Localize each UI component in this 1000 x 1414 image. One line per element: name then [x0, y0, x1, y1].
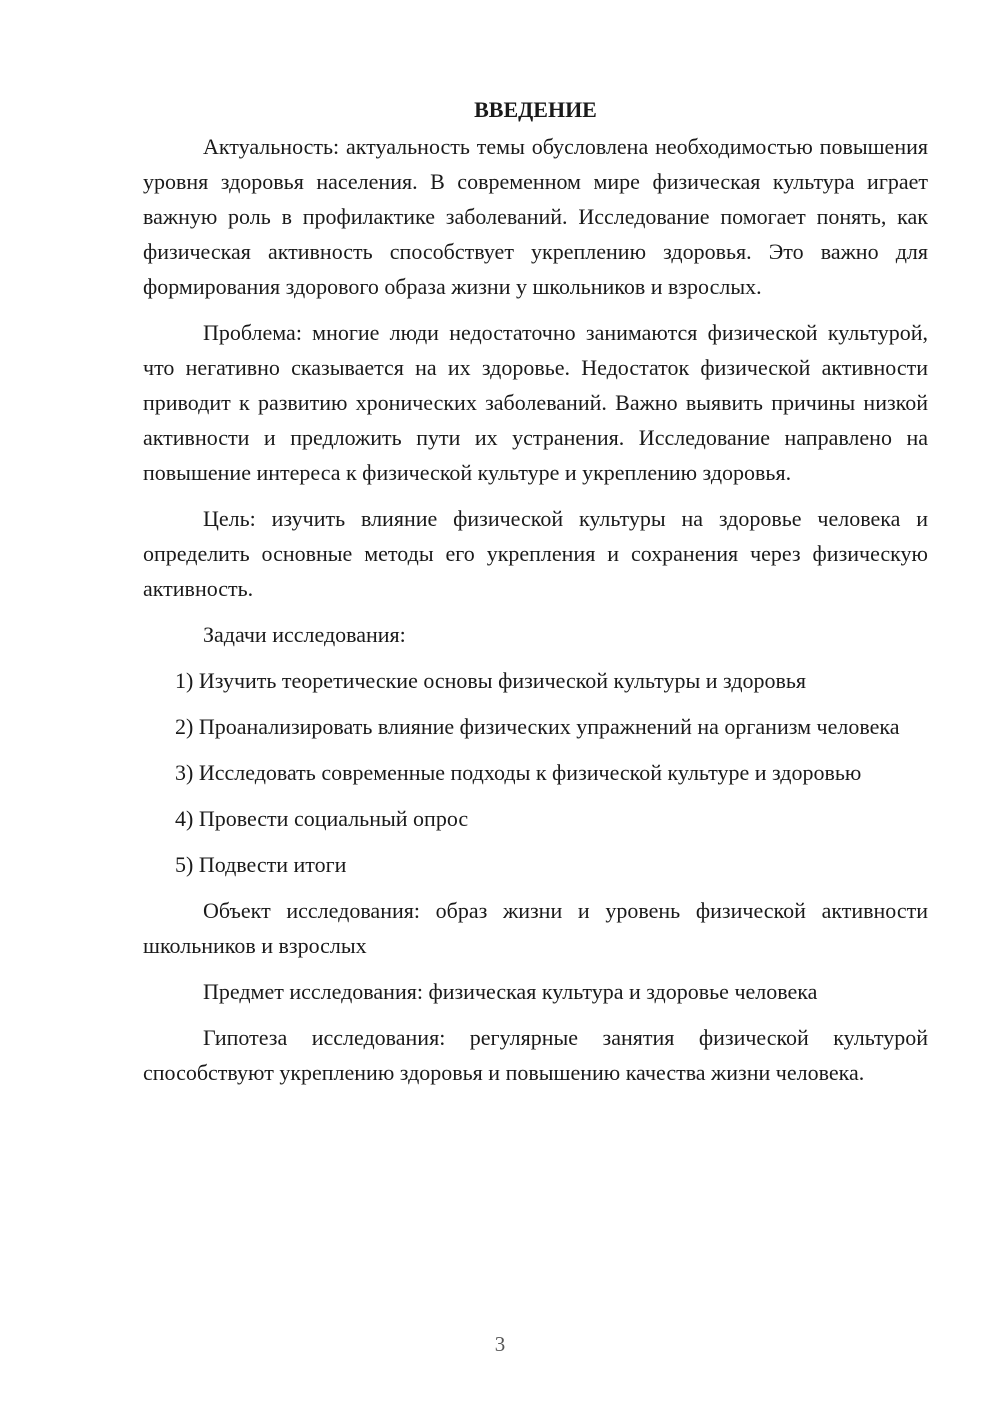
task-item-4: 4) Провести социальный опрос — [175, 806, 469, 831]
task-item-2: 2) Проанализировать влияние физических упражнений на организм человека — [175, 714, 900, 739]
section-title: ВВЕДЕНИЕ — [474, 97, 597, 122]
paragraph-hypothesis: Гипотеза исследования: регулярные занятия физической культурой способствуют укреплению здоровья и повышению качества жизни человека. — [143, 1025, 928, 1085]
paragraph-relevance: Актуальность: актуальность темы обусловлена необходимостью повышения уровня здоровья населения. В современном мире физическая культура играет важную роль в профилактике заболеваний. Исследование помогает понять, как физическая активность способствует укреплению здоровья. Это важно для формирования здорового образа жизни у школьников и взрослых. — [143, 134, 928, 299]
page-number: 3 — [494, 1332, 506, 1356]
task-item-1: 1) Изучить теоретические основы физической культуры и здоровья — [175, 668, 807, 693]
task-item-3: 3) Исследовать современные подходы к физической культуре и здоровью — [175, 760, 862, 785]
paragraph-subject: Предмет исследования: физическая культура и здоровье человека — [203, 979, 818, 1004]
tasks-heading: Задачи исследования: — [203, 622, 406, 647]
page-content — [143, 92, 928, 1101]
paragraph-problem: Проблема: многие люди недостаточно занимаются физической культурой, что негативно сказывается на их здоровье. Недостаток физической активности приводит к развитию хронических заболеваний. Важно выявить причины низкой активности и предложить пути их устранения. Исследование направлено на повышение интереса к физической культуре и укреплению здоровья. — [143, 320, 928, 485]
paragraph-goal: Цель: изучить влияние физической культуры на здоровье человека и определить основные методы его укрепления и сохранения через физическую активность. — [143, 506, 928, 601]
task-item-5: 5) Подвести итоги — [175, 852, 347, 877]
paragraph-object: Объект исследования: образ жизни и уровень физической активности школьников и взрослых — [143, 898, 928, 958]
